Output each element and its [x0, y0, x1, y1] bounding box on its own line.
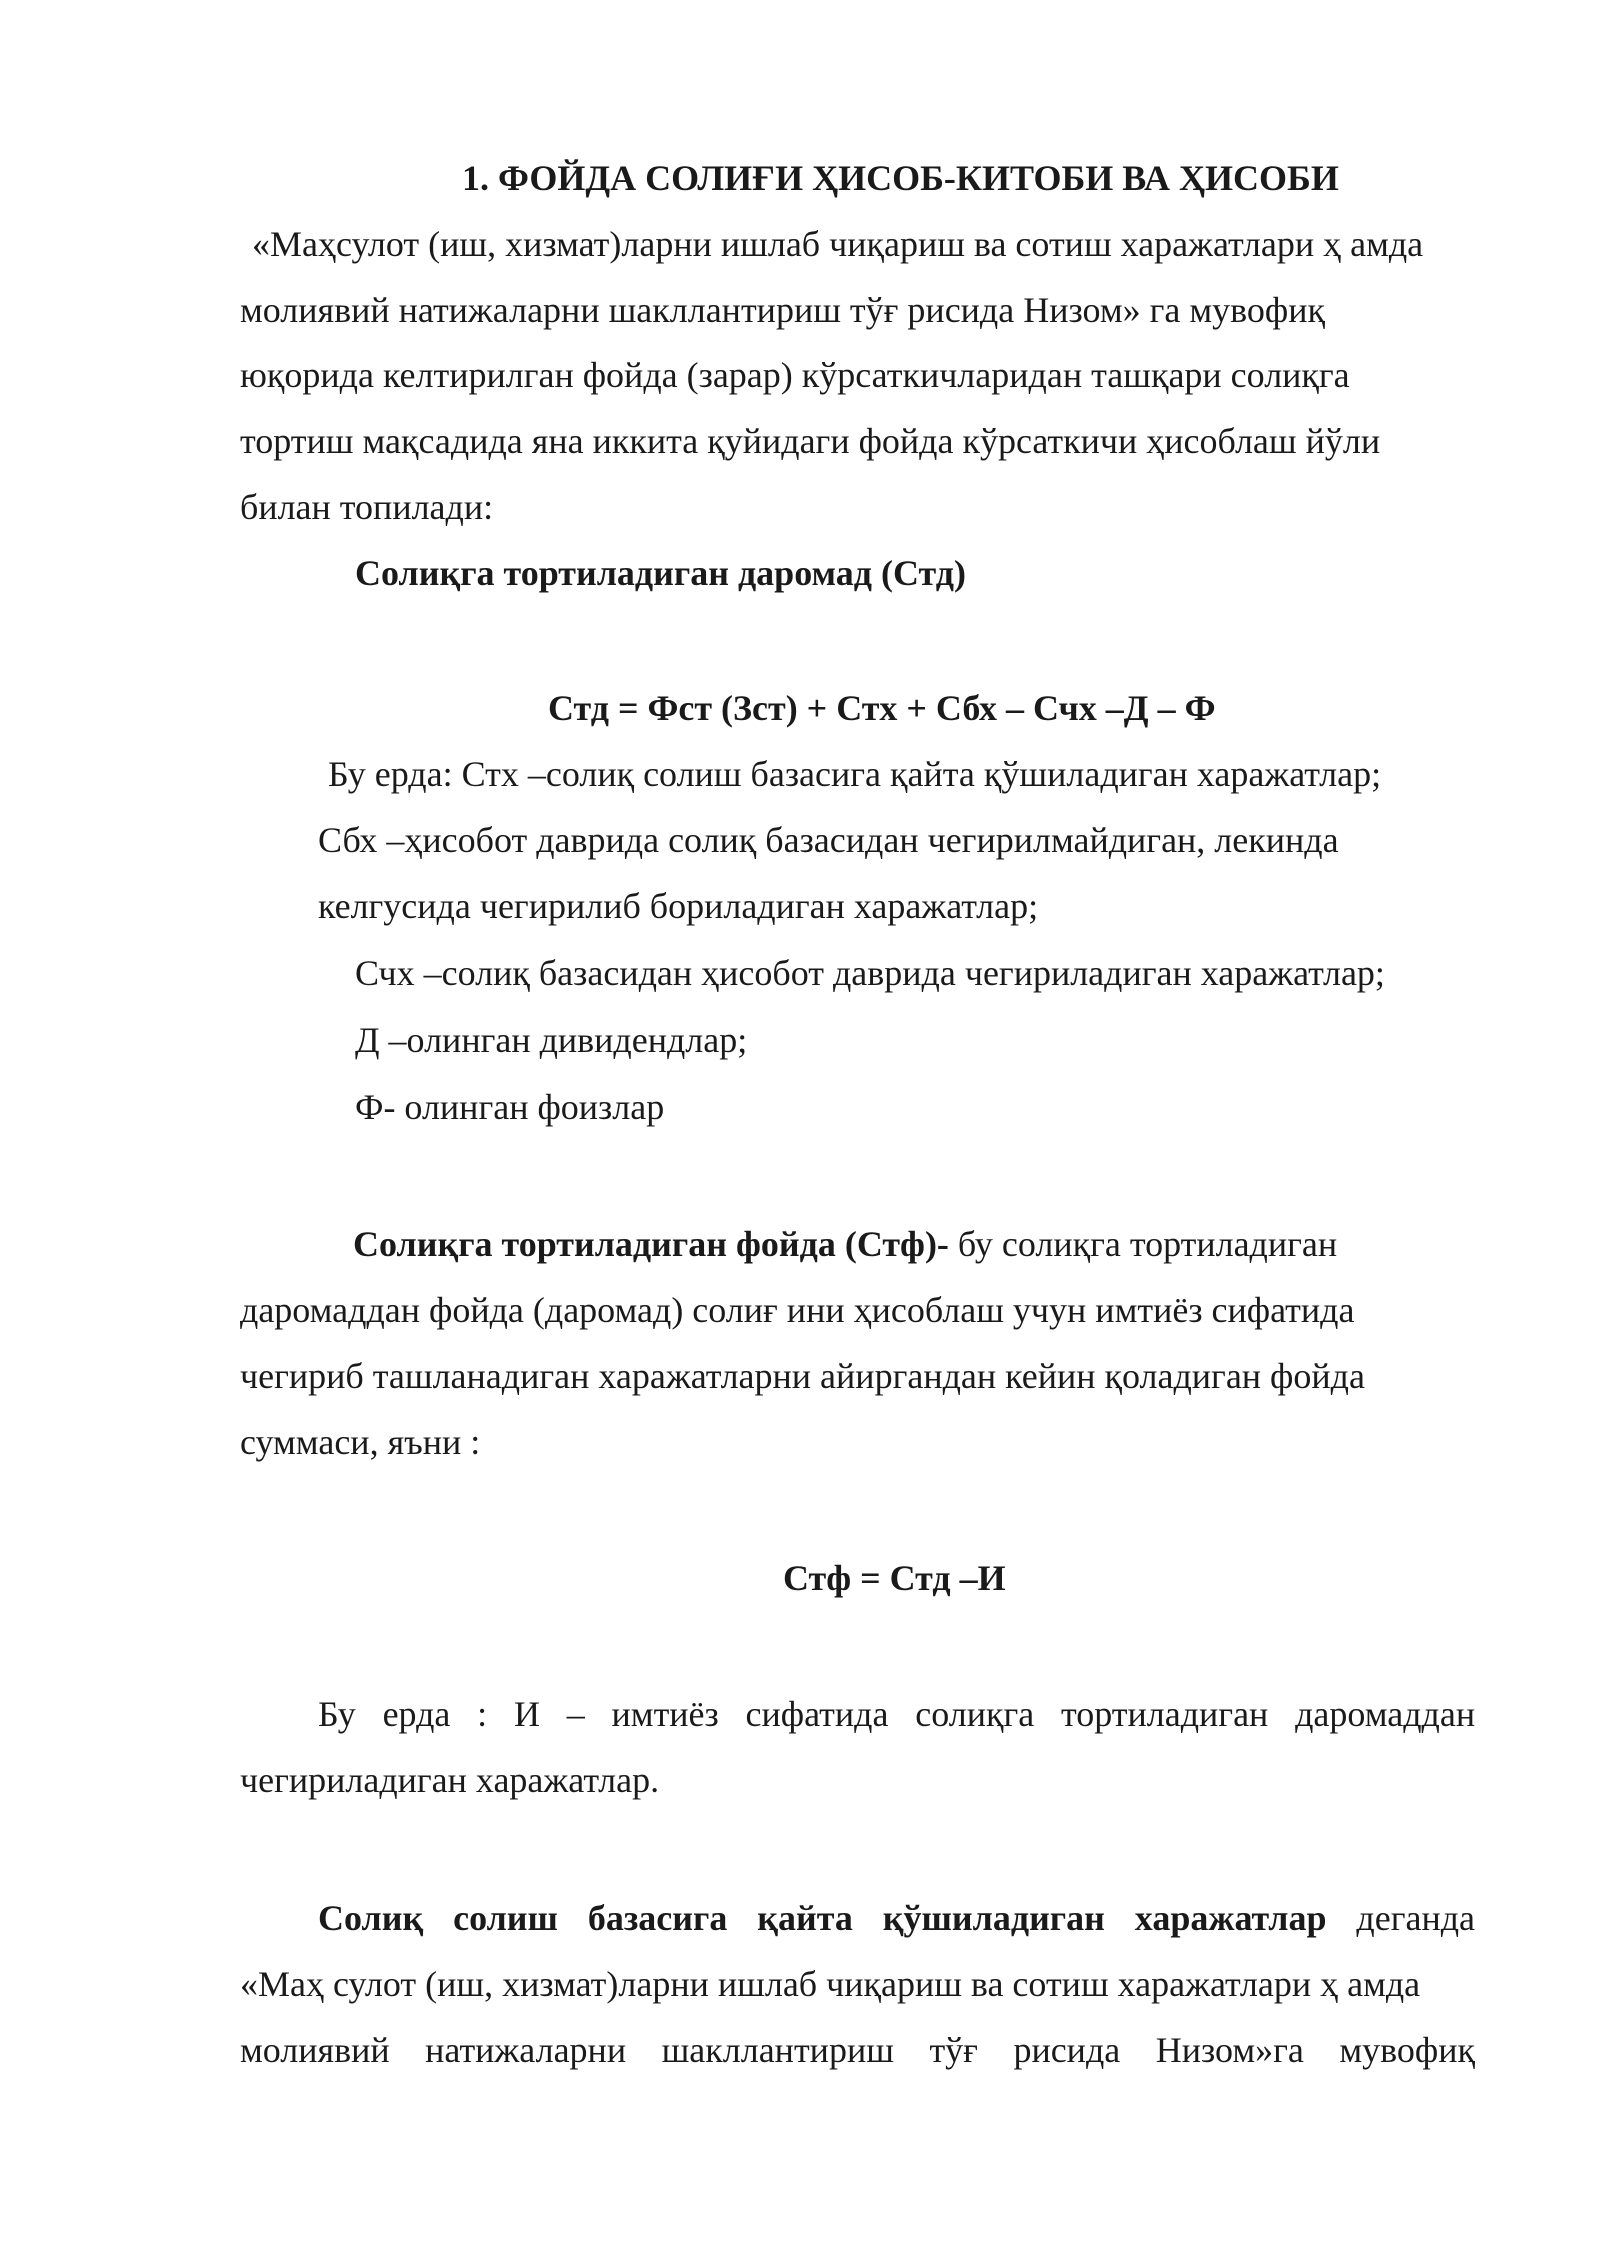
last-para-word: деганда — [1356, 1898, 1476, 1938]
last-para-word: рисида — [1013, 2030, 1121, 2070]
i-def-word: тортиладиган — [1061, 1694, 1269, 1734]
i-def-word: : — [477, 1694, 488, 1734]
i-def-word: Бу — [318, 1694, 356, 1734]
i-def-line-1 — [318, 1696, 1475, 1732]
stf-heading-rest: бу солиқга тортиладиган — [948, 1224, 1338, 1264]
last-para-word: молиявий — [240, 2030, 390, 2070]
i-def-word: солиқга — [915, 1694, 1035, 1734]
last-para-word: тўғ — [929, 2030, 978, 2070]
last-para-word: мувофиқ — [1339, 2030, 1475, 2070]
last-para-bold-word: солиш — [453, 1898, 558, 1938]
intro-line-5: билан топилади: — [240, 487, 494, 527]
std-def-stx: Бу ерда: Стх –солиқ солиш базасига қайта қўшиладиган харажатлар; — [328, 754, 1382, 794]
std-def-f: Ф- олинган фоизлар — [355, 1087, 665, 1127]
last-para-word: натижаларни — [425, 2030, 627, 2070]
last-para-line-1 — [318, 1900, 1475, 1936]
std-formula: Стд = Фст (Зст) + Стх + Сбх – Счх –Д – Ф — [548, 688, 1216, 728]
std-def-schx: Счх –солиқ базасидан ҳисобот даврида чегириладиган харажатлар; — [355, 953, 1385, 993]
i-def-word: ерда — [382, 1694, 451, 1734]
stf-heading: Солиқга тортиладиган фойда (Стф)- — [353, 1224, 949, 1264]
std-def-d: Д –олинган дивидендлар; — [355, 1020, 748, 1060]
i-def-word: имтиёз — [611, 1694, 719, 1734]
i-def-word: И — [513, 1694, 540, 1734]
last-para-word: Низом»га — [1155, 2030, 1304, 2070]
std-def-sbx: Сбх –ҳисобот даврида солиқ базасидан чегирилмайдиган, лекинда — [318, 820, 1339, 860]
i-def-line-2: чегириладиган харажатлар. — [240, 1760, 660, 1800]
intro-line-3: юқорида келтирилган фойда (зарар) кўрсаткичларидан ташқари солиқга — [240, 355, 1350, 395]
last-para-line-2: «Маҳ сулот (иш, хизмат)ларни ишлаб чиқариш ва сотиш харажатлари ҳ амда — [240, 1964, 1421, 2004]
stf-formula: Стф = Стд –И — [783, 1558, 1006, 1598]
last-para-word: шакллантириш — [661, 2030, 894, 2070]
stf-text-line-3: суммаси, яъни : — [240, 1422, 481, 1462]
stf-text-line-1: даромаддан фойда (даромад) солиғ ини ҳисоблаш учун имтиёз сифатида — [240, 1290, 1355, 1330]
last-para-bold-word: базасига — [587, 1898, 728, 1938]
std-def-sbx-cont: келгусида чегирилиб бориладиган харажатлар; — [318, 886, 1039, 926]
i-def-word: сифатида — [745, 1694, 889, 1734]
intro-line-1: «Маҳсулот (иш, хизмат)ларни ишлаб чиқариш ва сотиш харажатлари ҳ амда — [252, 224, 1424, 264]
last-para-bold-word: Солиқ — [318, 1898, 424, 1938]
stf-heading-line — [353, 1226, 1337, 1262]
last-para-bold-word: қўшиладиган — [882, 1898, 1105, 1938]
i-def-word: – — [566, 1694, 585, 1734]
page-title: 1. ФОЙДА СОЛИҒИ ҲИСОБ-КИТОБИ ВА ҲИСОБИ — [462, 158, 1339, 198]
intro-line-4: тортиш мақсадида яна иккита қуйидаги фойда кўрсаткичи ҳисоблаш йўли — [240, 421, 1381, 461]
stf-text-line-2: чегириб ташланадиган харажатларни айиргандан кейин қоладиган фойда — [240, 1356, 1365, 1396]
last-para-line-3 — [240, 2032, 1475, 2068]
std-heading: Солиқга тортиладиган даромад (Стд) — [355, 553, 966, 593]
last-para-bold-word: харажатлар — [1134, 1898, 1327, 1938]
intro-line-2: молиявий натижаларни шакллантириш тўғ рисида Низом» га мувофиқ — [240, 290, 1325, 330]
last-para-bold-word: қайта — [757, 1898, 853, 1938]
i-def-word: даромаддан — [1295, 1694, 1476, 1734]
